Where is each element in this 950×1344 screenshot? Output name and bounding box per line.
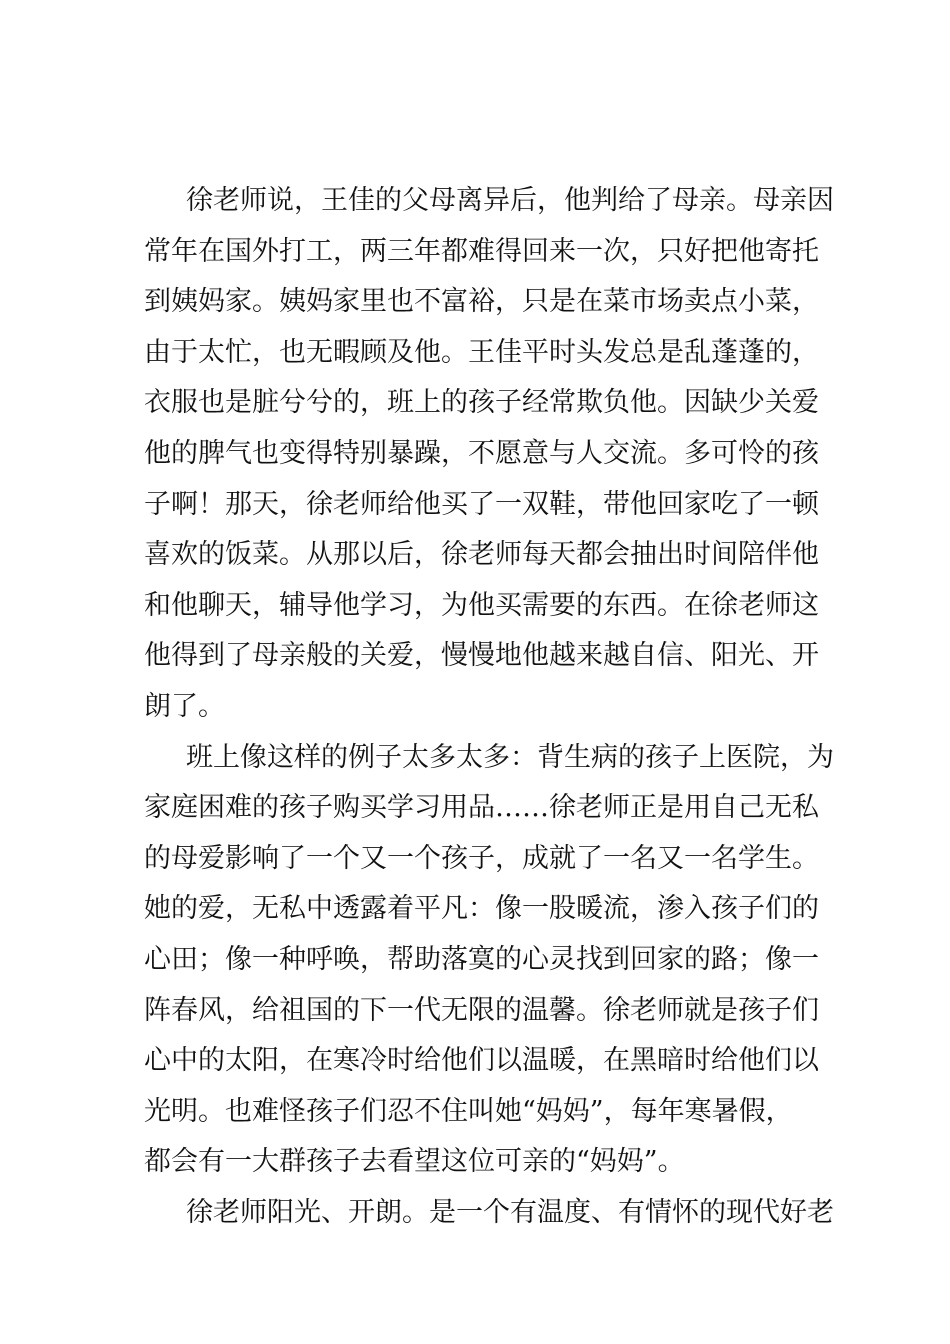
- text-line: 常年在国外打工，两三年都难得回来一次，只好把他寄托: [144, 235, 819, 267]
- text-line: 和他聊天，辅导他学习，为他买需要的东西。在徐老师这: [144, 589, 819, 621]
- text-line: 朗了。: [144, 690, 225, 722]
- paragraph-3: [144, 1188, 834, 1239]
- text-line: 喜欢的饭菜。从那以后，徐老师每天都会抽出时间陪伴他: [144, 539, 819, 571]
- paragraph-2: [144, 733, 834, 1188]
- text-line: 家庭困难的孩子购买学习用品……徐老师正是用自己无私: [144, 792, 819, 824]
- paragraph-1: [144, 176, 834, 733]
- text-line: 心田；像一种呼唤，帮助落寞的心灵找到回家的路；像一: [144, 943, 819, 975]
- text-line: 子啊！那天，徐老师给他买了一双鞋，带他回家吃了一顿: [144, 488, 819, 520]
- text-line: 他的脾气也变得特别暴躁，不愿意与人交流。多可怜的孩: [144, 437, 819, 469]
- text-line: 到姨妈家。姨妈家里也不富裕，只是在菜市场卖点小菜，: [144, 286, 819, 318]
- text-line: 光明。也难怪孩子们忍不住叫她“妈妈”，每年寒暑假，: [144, 1095, 793, 1127]
- text-line: 的母爱影响了一个又一个孩子，成就了一名又一名学生。: [144, 842, 819, 874]
- text-line: 她的爱，无私中透露着平凡：像一股暖流，渗入孩子们的: [144, 893, 819, 925]
- text-line: 由于太忙，也无暇顾及他。王佳平时头发总是乱蓬蓬的，: [144, 336, 819, 368]
- text-line: 他得到了母亲般的关爱，慢慢地他越来越自信、阳光、开: [144, 640, 819, 672]
- text-line: 徐老师阳光、开朗。是一个有温度、有情怀的现代好老: [186, 1196, 834, 1228]
- text-line: 衣服也是脏兮兮的，班上的孩子经常欺负他。因缺少关爱: [144, 387, 819, 419]
- document-body: [144, 176, 834, 1238]
- text-line: 徐老师说，王佳的父母离异后，他判给了母亲。母亲因: [186, 185, 834, 216]
- text-line: 心中的太阳，在寒冷时给他们以温暖，在黑暗时给他们以: [144, 1045, 819, 1077]
- text-line: 阵春风，给祖国的下一代无限的温馨。徐老师就是孩子们: [144, 994, 819, 1026]
- text-line: 都会有一大群孩子去看望这位可亲的“妈妈”。: [144, 1146, 685, 1178]
- text-line: 班上像这样的例子太多太多：背生病的孩子上医院，为: [186, 741, 834, 773]
